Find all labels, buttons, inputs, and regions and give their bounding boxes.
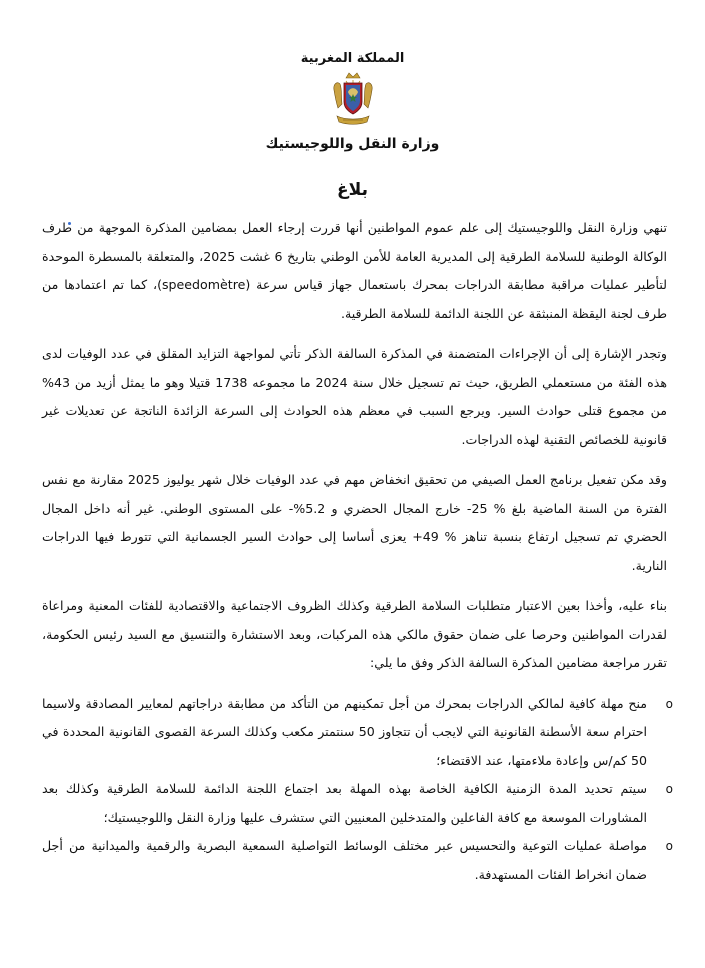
coat-of-arms-icon: [331, 72, 375, 132]
paragraph-3: وقد مكن تفعيل برنامج العمل الصيفي من تحقيق انخفاض مهم في عدد الوفيات خلال شهر يوليوز 2025 مقارنة مع نفس الفترة من السنة الماضية بلغ % 25- خارج المجال الحضري و 5.2%- على المستوى الوطني. غير أنه داخل المجال الحضري تم تسجيل ارتفاع بنسبة تناهز % 49+ يعزى أساسا إلى حوادث السير الجسمانية التي تتورط فيها الدراجات النارية.: [42, 472, 668, 573]
paragraph-1: تنهي وزارة النقل واللوجيستيك إلى علم عموم المواطنين أنها قررت إرجاء العمل بمضامين المذكرة الموجهة من طرف الوكالة الوطنية للسلامة الطرقية إلى المديرية العامة للأمن الوطني بتاريخ 6 غشت 2025، والمتعلقة بالمسطرة الموحدة لتأطير عمليات مراقبة مطابقة الدراجات بمحرك باستعمال جهاز قياس سرعة (speedomètre)، كما تم اعتمادها من طرف لجنة اليقظة المنبثقة عن اللجنة الدائمة للسلامة الطرقية.: [42, 220, 667, 321]
paragraph-2: وتجدر الإشارة إلى أن الإجراءات المتضمنة في المذكرة السالفة الذكر تأتي لمواجهة التزايد المقلق في عدد الوفيات لدى هذه الفئة من مستعملي الطريق، حيث تم تسجيل خلال سنة 2024 ما مجموعه 1738 قتيلا وهو ما يمثل أزيد من 43% من مجموع قتلى حوادث السير. ويرجع السبب في معظم هذه الحوادث إلى السرعة الزائدة الناتجة عن تعديلات غير قانونية للخصائص التقنية لهذه الدراجات.: [42, 346, 667, 447]
document-body: [42, 214, 673, 889]
list-item: [42, 775, 673, 832]
ministry-name: وزارة النقل واللوجيستيك: [265, 136, 440, 152]
list-item-text: مواصلة عمليات التوعية والتحسيس عبر مختلف الوسائط التواصلية السمعية البصرية والرقمية والميدانية من أجل ضمان انخراط الفئات المستهدفة.: [42, 838, 647, 882]
bullet-circle-icon: o: [665, 696, 673, 711]
list-item: [42, 690, 673, 776]
list-item-text: منح مهلة كافية لمالكي الدراجات بمحرك من أجل تمكينهم من التأكد من مطابقة دراجاتهم لمعايير المصادقة ولاسيما احترام سعة الأسطنة القانونية التي لايجب أن تتجاوز 50 سنتمتر مكعب وكذلك السرعة القصوى القانونية المحددة في 50 كم/س وإعادة ملاءمتها، عند الاقتضاء؛: [42, 695, 647, 768]
paragraph-4: بناء عليه، وأخذا بعين الاعتبار متطلبات السلامة الطرقية وكذلك الظروف الاجتماعية والاقتصادية للفئات المعنية ومراعاة لقدرات المواطنين وحرصا على ضمان حقوق مالكي هذه المركبات، وبعد الاستشارة والتنسيق مع السيد رئيس الحكومة، تقرر مراجعة مضامين المذكرة السالفة الذكر وفق ما يلي:: [42, 598, 667, 670]
document-title: بلاغ: [337, 180, 368, 200]
kingdom-name: المملكة المغربية: [300, 51, 405, 66]
letterhead: [0, 50, 705, 154]
bullet-circle-icon: o: [665, 782, 673, 796]
measures-list: [42, 690, 673, 890]
list-item: [42, 832, 673, 889]
bullet-circle-icon: o: [665, 839, 673, 853]
list-item-text: سيتم تحديد المدة الزمنية الكافية الخاصة بهذه المهلة بعد اجتماع اللجنة الدائمة للسلامة الطرقية وكذلك بعد المشاورات الموسعة مع كافة الفاعلين والمتدخلين المعنيين التي ستشرف عليها وزارة النقل واللوجيستيك؛: [42, 781, 647, 825]
